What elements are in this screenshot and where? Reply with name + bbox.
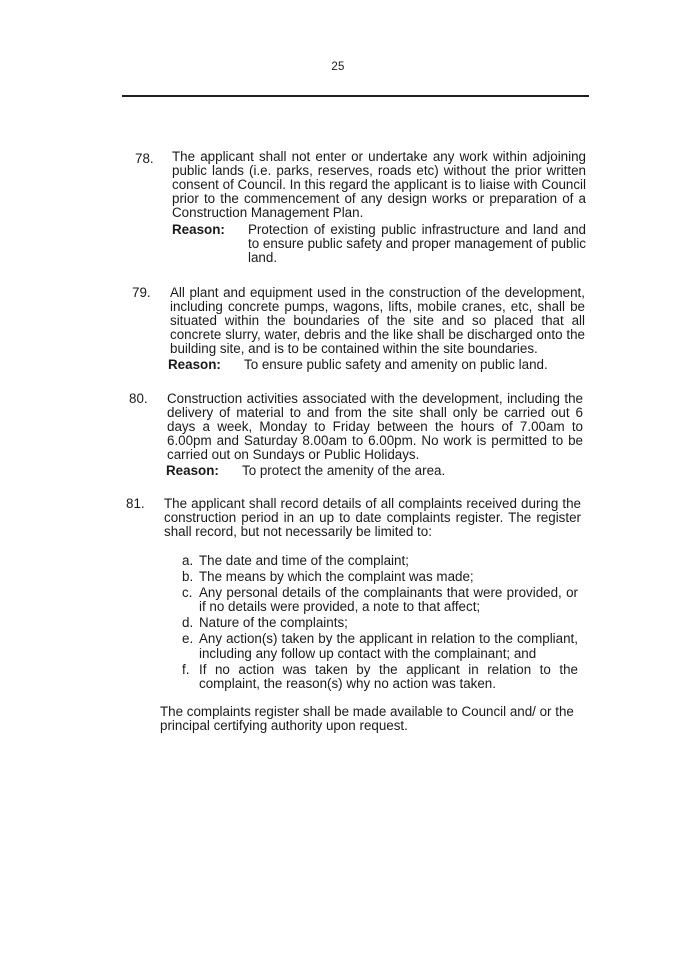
reason-label: Reason:: [168, 357, 221, 372]
clause-number: 79.: [132, 285, 151, 300]
reason-block: [168, 358, 585, 374]
header-rule: [122, 95, 589, 97]
list-item: c. Any personal details of the complainants that were provided, or if no details were provided, a note to that affect;: [182, 585, 578, 615]
closing-paragraph: The complaints register shall be made available to Council and/ or the principal certifying authority upon request.: [160, 704, 574, 734]
page-number: 25: [331, 61, 345, 73]
reason-text: To protect the amenity of the area.: [242, 463, 446, 478]
list-item: b. The means by which the complaint was made;: [182, 569, 474, 585]
clause-number: 78.: [135, 151, 154, 166]
reason-text: To ensure public safety and amenity on public land.: [244, 357, 548, 372]
clause-number: 80.: [129, 391, 148, 406]
clause-text: Construction activities associated with the development, including the delivery of material to and from the site shall only be carried out 6 days a week, Monday to Friday between the hours of 7.00am to 6.00pm and Saturday 8.00am to 6.00pm. No work is permitted to be carried out on Sundays or Public Holidays.: [167, 391, 583, 463]
clause-text: The applicant shall not enter or undertake any work within adjoining public lands (i.e. parks, reserves, roads etc) without the prior written consent of Council. In this regard the applicant is to liaise with Council prior to the commencement of any design works or preparation of a Construction Management Plan.: [172, 149, 586, 221]
list-item: f. If no action was taken by the applicant in relation to the complaint, the reason(s) why no action was taken.: [182, 661, 578, 691]
list-item: a. The date and time of the complaint;: [182, 553, 409, 568]
clause-text: All plant and equipment used in the construction of the development, including concrete pumps, wagons, lifts, mobile cranes, etc, shall be situated within the boundaries of the site and so placed that all concrete slurry, water, debris and the like shall be discharged onto the building site, and is to be contained within the site boundaries.: [170, 285, 585, 357]
complaint-details-list: [176, 554, 578, 693]
reason-block: [166, 464, 583, 480]
reason-label: Reason:: [172, 222, 225, 237]
list-item: e. Any action(s) taken by the applicant in relation to the compliant, including any follow up contact with the complainant; and: [182, 631, 578, 661]
list-item: d. Nature of the complaints;: [182, 615, 348, 631]
clause-number: 81.: [126, 496, 145, 511]
reason-label: Reason:: [166, 463, 219, 478]
clause-text: The applicant shall record details of all complaints received during the construction period in an up to date complaints register. The register shall record, but not necessarily be limited to:: [164, 496, 581, 540]
reason-block: [172, 223, 586, 268]
reason-text: Protection of existing public infrastructure and land and to ensure public safety and proper management of public land.: [248, 222, 586, 266]
